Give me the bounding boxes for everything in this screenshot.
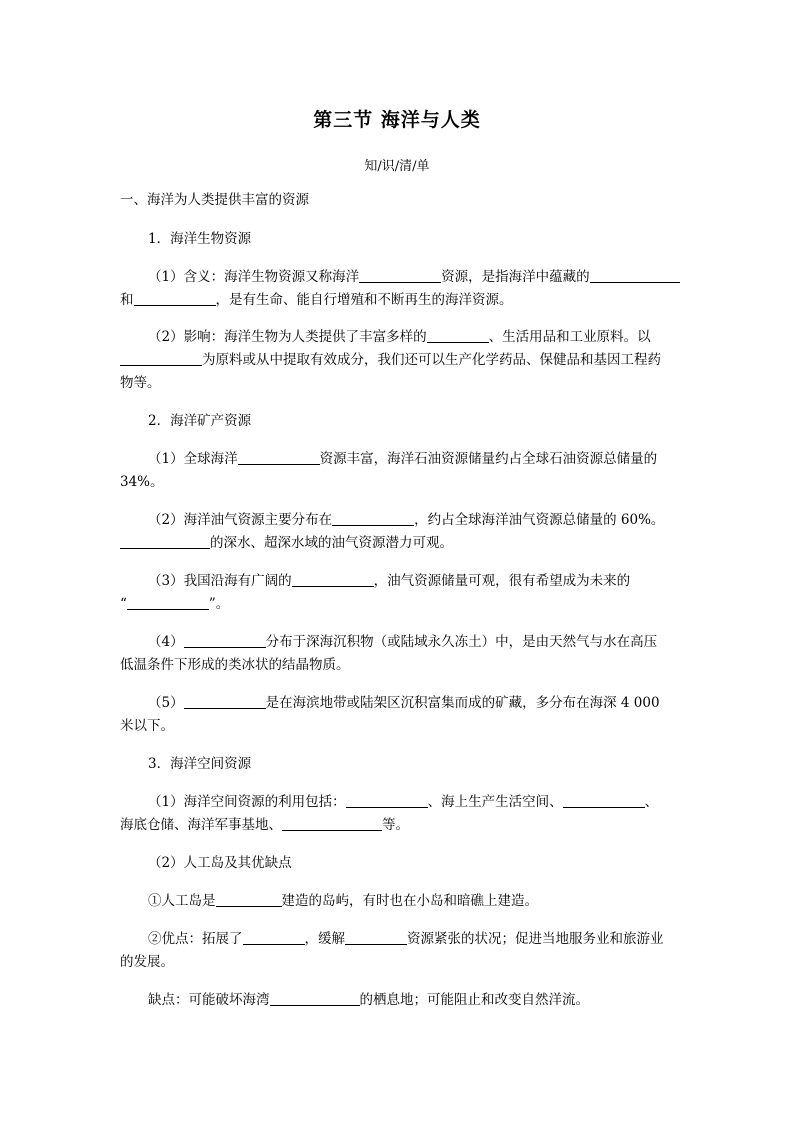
item3-para3 xyxy=(148,890,680,913)
text: 分布于深海沉积物（或陆域永久冻土）中，是由天然气与水在高压 xyxy=(265,634,658,650)
text: ，油气资源储量可观，很有希望成为未来的 xyxy=(373,573,631,589)
item3-para4-line2: 的发展。 xyxy=(120,954,174,970)
text: （1）含义：海洋生物资源又称海洋 xyxy=(148,269,360,285)
text: ，缓解 xyxy=(304,931,345,947)
fill-blank xyxy=(120,350,202,366)
text: （2）影响：海洋生物为人类提供了丰富多样的 xyxy=(148,329,427,345)
item2-heading: 2．海洋矿产资源 xyxy=(148,413,252,429)
item1-heading: 1．海洋生物资源 xyxy=(148,231,252,247)
item1-para2-line2 xyxy=(120,349,680,372)
item2-para4-line1 xyxy=(148,631,680,654)
item2-para3-line2 xyxy=(120,593,680,616)
item2-para2-line1 xyxy=(148,509,680,532)
text: 和 xyxy=(120,292,134,308)
fill-blank xyxy=(346,792,428,808)
text: 的深水、超深水域的油气资源潜力可观。 xyxy=(210,535,453,551)
text: 资源，是指海洋中蕴藏的 xyxy=(441,269,590,285)
text: 的栖息地；可能阻止和改变自然洋流。 xyxy=(359,992,589,1008)
text: 建造的岛屿，有时也在小岛和暗礁上建造。 xyxy=(281,893,538,909)
fill-blank xyxy=(345,929,407,945)
section-heading: 一、海洋为人类提供丰富的资源 xyxy=(120,192,309,208)
item2-para3-line1 xyxy=(148,570,680,593)
fill-blank xyxy=(427,327,489,343)
text: （3）我国沿海有广阔的 xyxy=(148,573,292,589)
item1-para1-line1 xyxy=(148,266,680,289)
fill-blank xyxy=(127,594,209,610)
text: （2）海洋油气资源主要分布在 xyxy=(148,512,333,528)
fill-blank xyxy=(590,267,680,283)
item2-para5-line1 xyxy=(148,692,680,715)
item3-para1-line1 xyxy=(148,791,680,814)
fill-blank xyxy=(184,693,266,709)
fill-blank xyxy=(332,510,414,526)
fill-blank xyxy=(216,891,282,907)
item2-para1-line1 xyxy=(148,448,680,471)
page-subtitle: 知/识/清/单 xyxy=(364,159,430,174)
text: ，是有生命、能自行增殖和不断再生的海洋资源。 xyxy=(215,292,513,308)
text: ，约占全球海洋油气资源总储量的 60%。 xyxy=(414,512,665,528)
item1-para2-line1 xyxy=(148,326,680,349)
text: “ xyxy=(120,596,127,612)
text: ②优点：拓展了 xyxy=(148,931,243,947)
text: 是在海滨地带或陆架区沉积富集而成的矿藏，多分布在海深 4 000 xyxy=(265,695,660,711)
fill-blank xyxy=(292,571,374,587)
text: （4） xyxy=(148,634,184,650)
fill-blank xyxy=(282,815,382,831)
text: 缺点：可能破坏海湾 xyxy=(148,992,270,1008)
item3-para5 xyxy=(148,989,680,1012)
text: ①人工岛是 xyxy=(148,893,216,909)
text: 海底仓储、海洋军事基地、 xyxy=(120,817,282,833)
text: 资源紧张的状况；促进当地服务业和旅游业 xyxy=(407,931,664,947)
fill-blank xyxy=(243,929,305,945)
item3-para2: （2）人工岛及其优缺点 xyxy=(148,855,292,871)
item2-para4-line2: 低温条件下形成的类冰状的结晶物质。 xyxy=(120,657,350,673)
text: ”。 xyxy=(208,596,230,612)
item1-para1-line2 xyxy=(120,289,680,312)
fill-blank xyxy=(270,990,360,1006)
text: （5） xyxy=(148,695,184,711)
item2-para2-line2 xyxy=(120,532,680,555)
item2-para1-line2: 34%。 xyxy=(120,474,164,490)
text: 资源丰富，海洋石油资源储量约占全球石油资源总储量的 xyxy=(319,451,658,467)
item3-heading: 3．海洋空间资源 xyxy=(148,756,252,772)
fill-blank xyxy=(134,290,216,306)
item3-para4-line1 xyxy=(148,928,680,951)
text: （1）全球海洋 xyxy=(148,451,238,467)
text: 、 xyxy=(644,794,659,810)
fill-blank xyxy=(563,792,645,808)
fill-blank xyxy=(359,267,441,283)
item2-para5-line2: 米以下。 xyxy=(120,718,174,734)
text: 、生活用品和工业原料。以 xyxy=(488,329,651,345)
fill-blank xyxy=(184,632,266,648)
fill-blank xyxy=(238,449,320,465)
text: （1）海洋空间资源的利用包括： xyxy=(148,794,346,810)
page-title: 第三节 海洋与人类 xyxy=(313,109,481,131)
text: 等。 xyxy=(382,817,409,833)
item1-para2-line3: 物等。 xyxy=(120,375,161,391)
item3-para1-line2 xyxy=(120,814,680,837)
text: 为原料或从中提取有效成分，我们还可以生产化学药品、保健品和基因工程药 xyxy=(202,352,661,368)
fill-blank xyxy=(120,533,210,549)
text: 、海上生产生活空间、 xyxy=(427,794,563,810)
